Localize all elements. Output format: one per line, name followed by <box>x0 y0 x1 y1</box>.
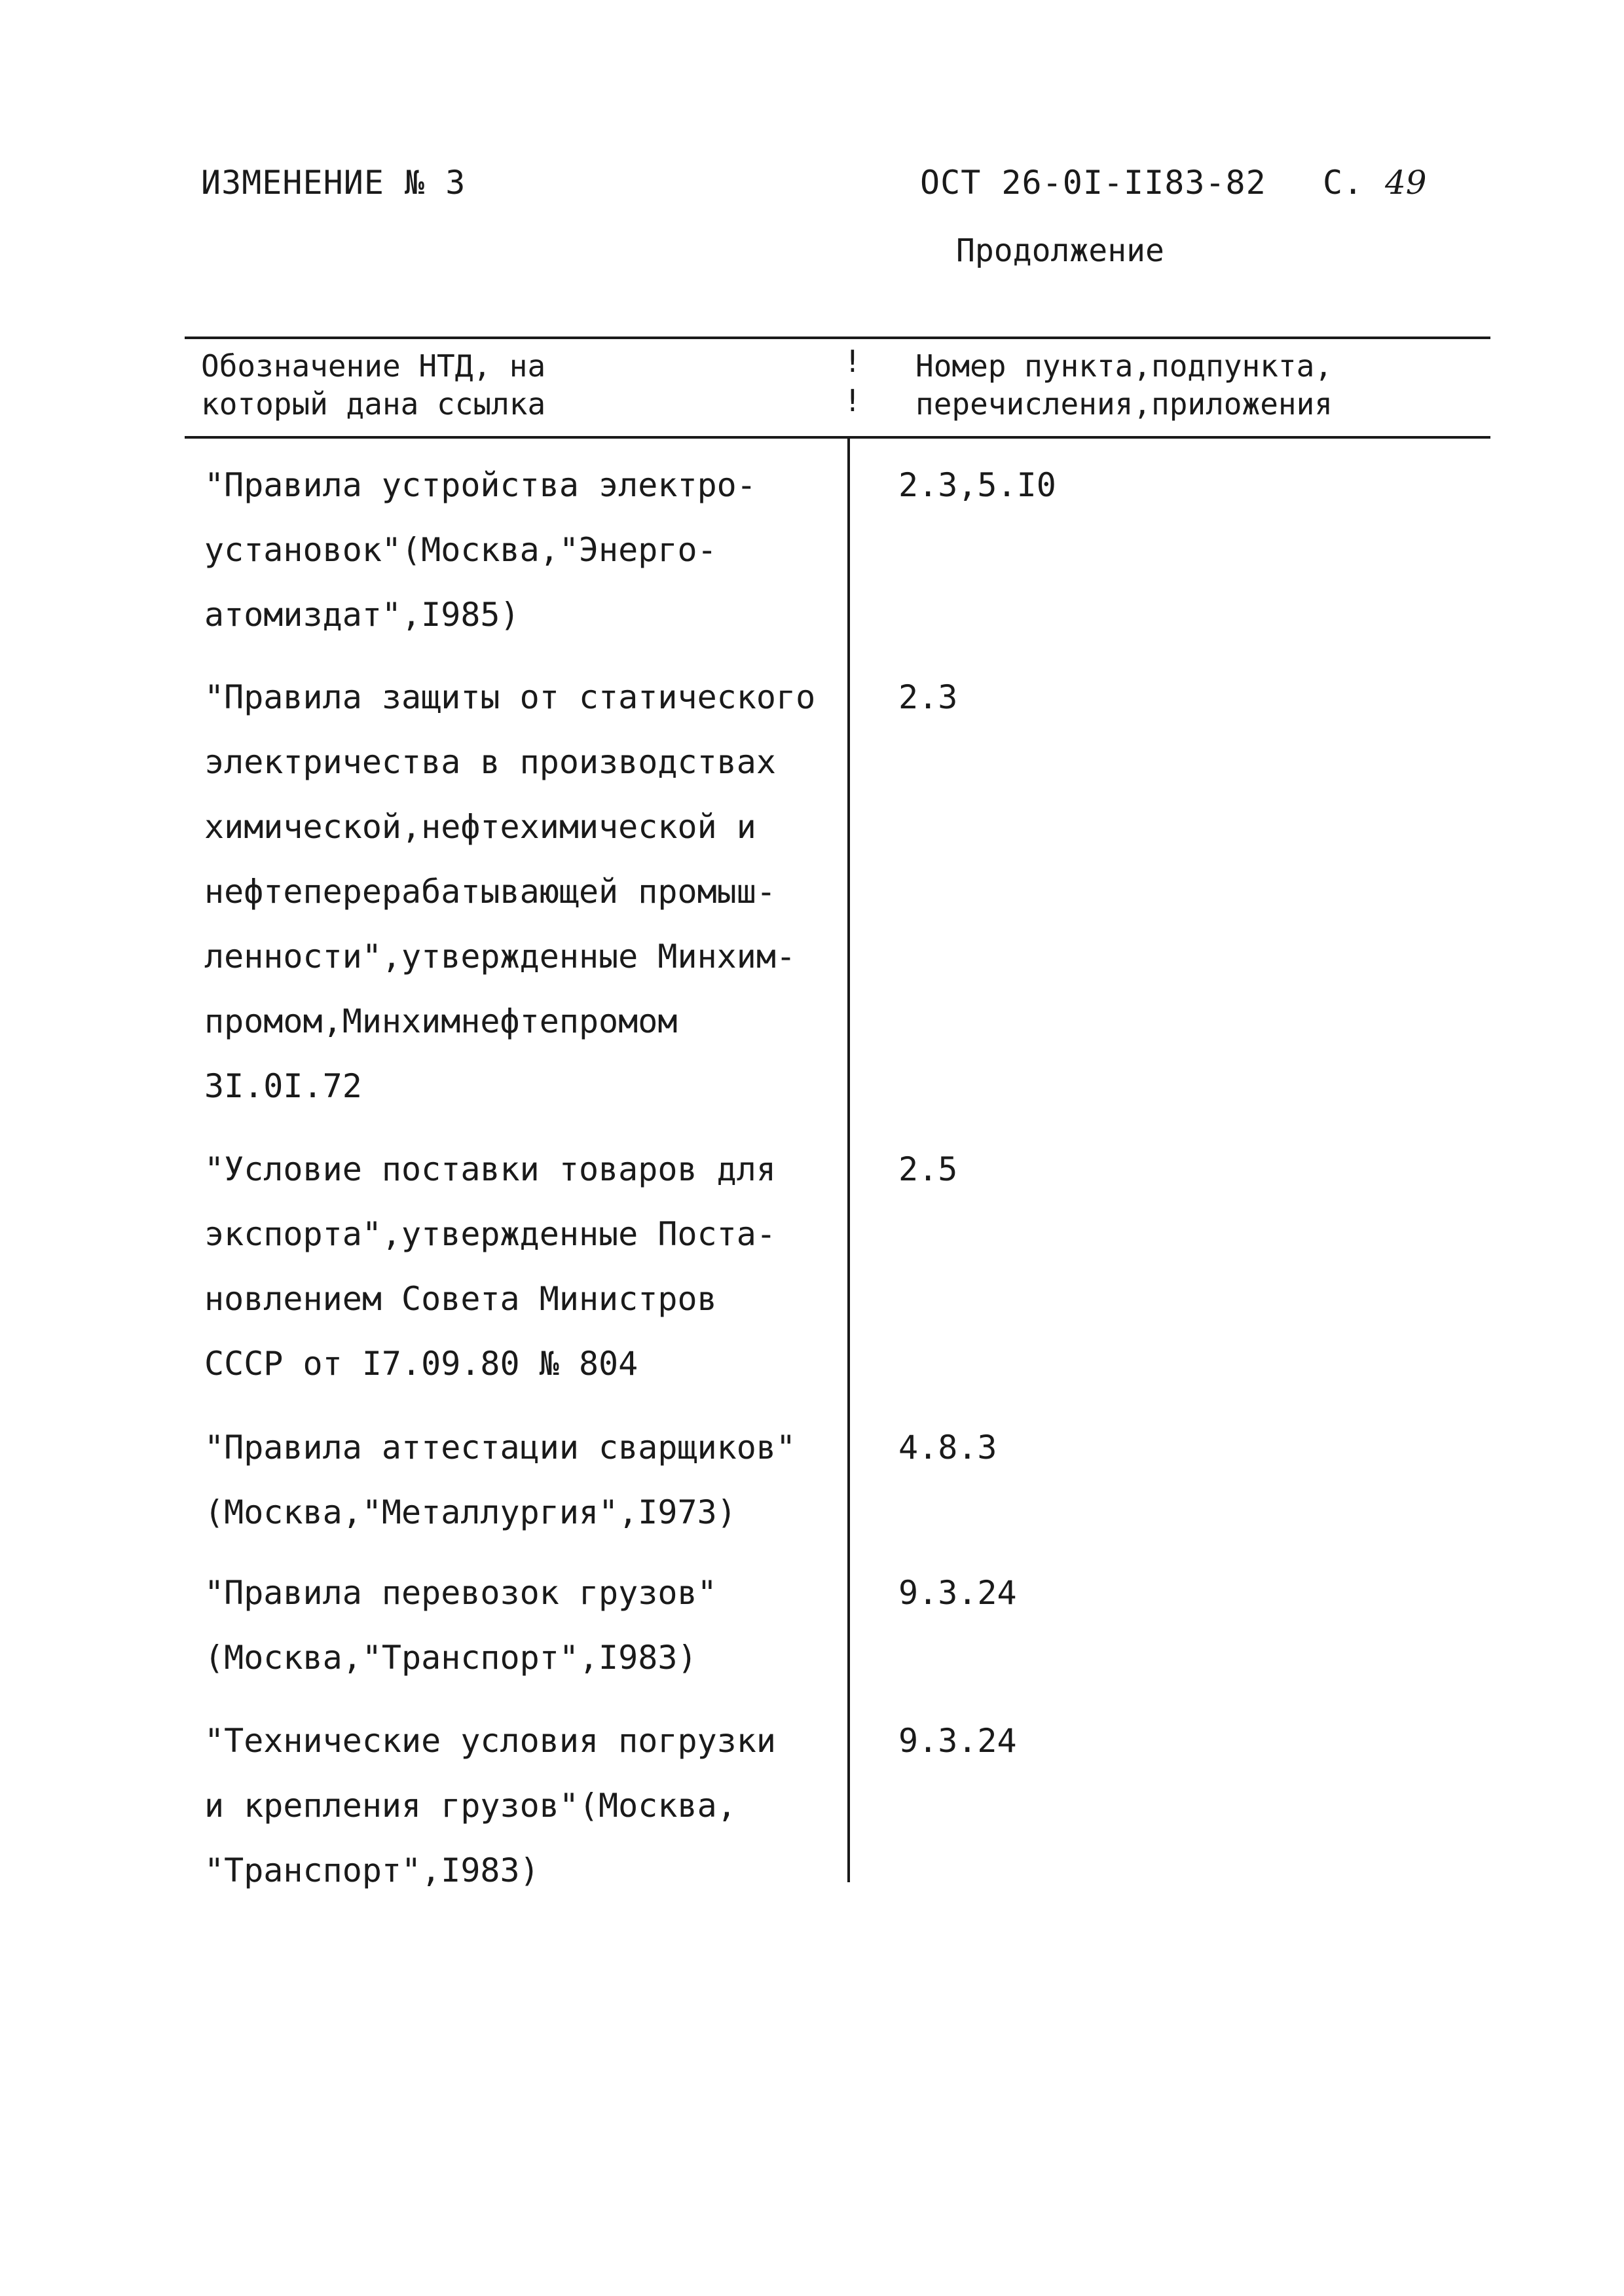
column-header-document <box>201 347 545 423</box>
document-line: атомиздат",I985) <box>204 596 520 634</box>
table-header-rule <box>185 436 1490 439</box>
document-line: "Правила аттестации сварщиков" <box>204 1429 796 1467</box>
document-line: нефтеперерабатывающей промыш- <box>204 873 776 911</box>
document-line: (Москва,"Транспорт",I983) <box>204 1639 697 1677</box>
document-line: "Правила устройства электро- <box>204 466 756 504</box>
document-line: "Правила защиты от статического <box>204 678 816 716</box>
separator-mark: ! <box>843 344 862 379</box>
table-row-document <box>204 453 756 647</box>
document-line: "Условие поставки товаров для <box>204 1150 776 1188</box>
page-number: 49 <box>1385 164 1427 202</box>
table-row-clause: 2.5 <box>898 1150 958 1188</box>
table-row-clause: 9.3.24 <box>898 1722 1017 1760</box>
table-row-document <box>204 1561 717 1690</box>
table-row-clause: 9.3.24 <box>898 1574 1017 1612</box>
page-label: С. <box>1323 164 1364 202</box>
document-line: экспорта",утвержденные Поста- <box>204 1215 776 1253</box>
standard-designation: ОСТ 26-0I-II83-82 <box>920 164 1266 202</box>
document-line: СССР от I7.09.80 № 804 <box>204 1345 638 1383</box>
table-row-document <box>204 1137 776 1396</box>
document-line: 3I.0I.72 <box>204 1067 362 1105</box>
column-header-line: который дана ссылка <box>201 386 546 422</box>
document-line: "Транспорт",I983) <box>204 1851 540 1889</box>
separator-mark: ! <box>843 383 862 418</box>
document-line: и крепления грузов"(Москва, <box>204 1787 737 1825</box>
table-row-clause: 2.3,5.I0 <box>898 466 1056 504</box>
document-line: химической,нефтехимической и <box>204 808 756 846</box>
table-row-document <box>204 1709 776 1903</box>
document-line: электричества в производствах <box>204 743 776 781</box>
document-line: промом,Минхимнефтепромом <box>204 1002 678 1040</box>
document-line: "Технические условия погрузки <box>204 1722 776 1760</box>
column-header-line: Обозначение НТД, на <box>201 348 546 384</box>
document-line: (Москва,"Металлургия",I973) <box>204 1493 737 1531</box>
column-header-line: Номер пункта,подпункта, <box>915 348 1333 384</box>
table-row-clause: 2.3 <box>898 678 958 716</box>
table-row-document <box>204 1415 796 1545</box>
column-header-clause <box>915 347 1333 423</box>
table-row-clause: 4.8.3 <box>898 1429 997 1467</box>
table-row-document <box>204 665 815 1119</box>
continuation-label: Продолжение <box>956 232 1164 269</box>
table-top-rule <box>185 337 1490 339</box>
column-divider <box>847 439 850 1882</box>
document-line: "Правила перевозок грузов" <box>204 1574 717 1612</box>
column-header-separator <box>843 342 862 420</box>
document-line: ленности",утвержденные Минхим- <box>204 938 796 975</box>
document-line: новлением Совета Министров <box>204 1280 717 1318</box>
document-line: установок"(Москва,"Энерго- <box>204 531 717 569</box>
change-notice-title: ИЗМЕНЕНИЕ № 3 <box>201 164 466 202</box>
column-header-line: перечисления,приложения <box>915 386 1333 422</box>
